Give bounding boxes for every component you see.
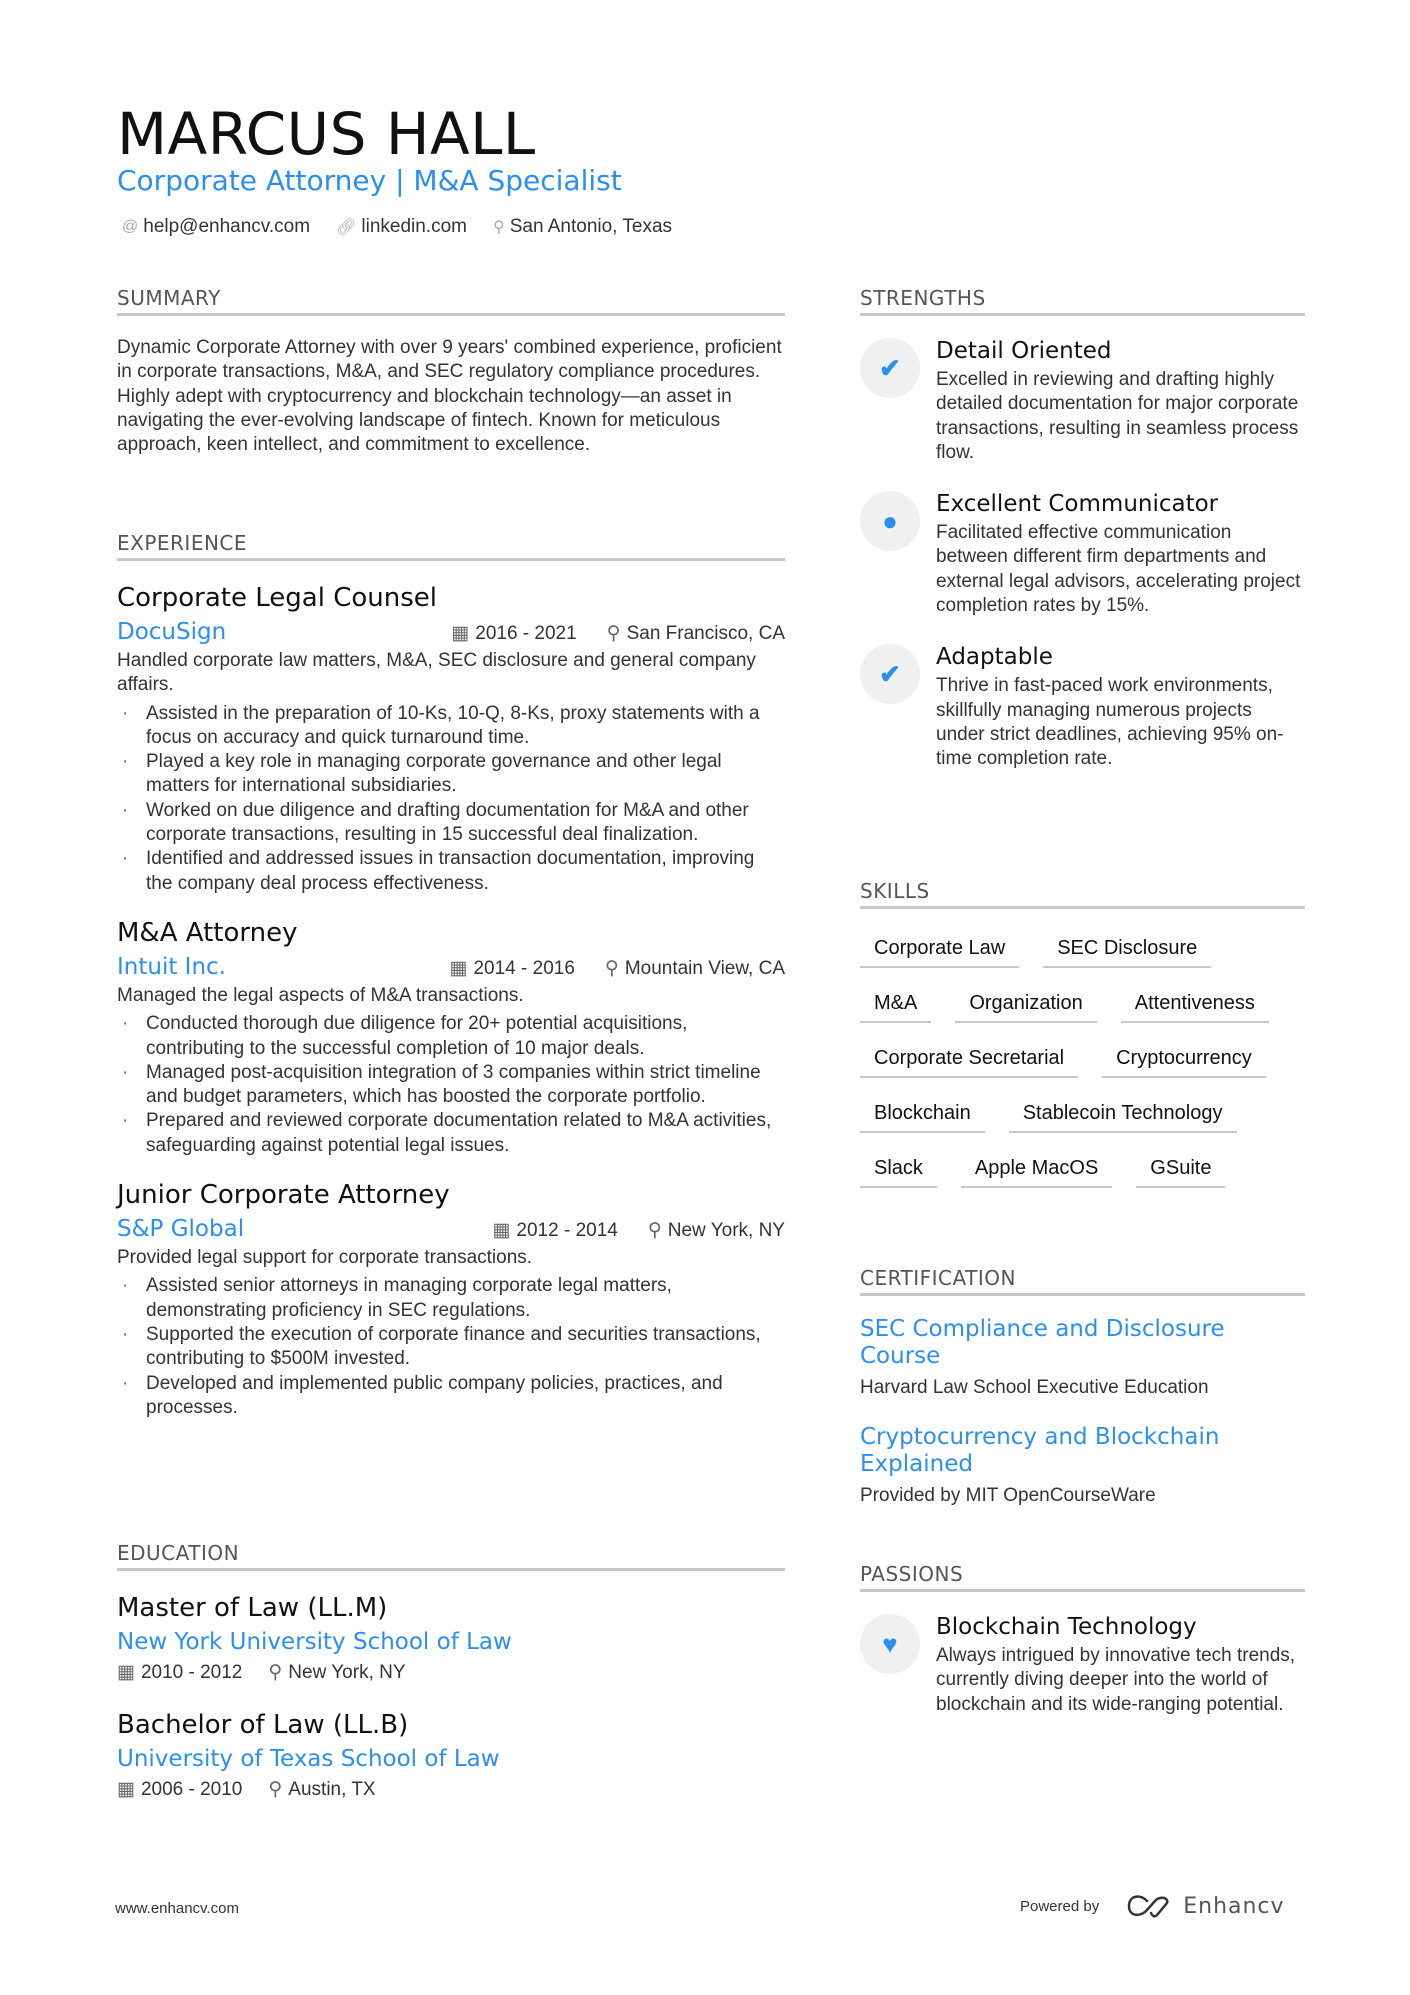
location-pin-icon: ⚲ bbox=[268, 1779, 283, 1800]
contact-location bbox=[493, 216, 672, 238]
skill-tag: Corporate Secretarial bbox=[860, 1043, 1078, 1078]
checkmark-icon: ✔ bbox=[860, 338, 920, 398]
section-heading: EDUCATION bbox=[117, 1541, 785, 1571]
education-dates bbox=[117, 1778, 242, 1801]
location-pin-icon: ⚲ bbox=[604, 957, 619, 979]
job-meta bbox=[450, 957, 785, 980]
bullet-item: · Supported the execution of corporate finance and securities transactions, contributing to $500M invested. bbox=[117, 1323, 785, 1372]
job-meta bbox=[451, 622, 785, 645]
powered-by bbox=[1020, 1893, 1285, 1919]
item-title: Blockchain Technology bbox=[936, 1614, 1197, 1640]
skills-row bbox=[860, 933, 1305, 968]
job-title: M&A Attorney bbox=[117, 917, 298, 948]
school-name[interactable]: New York University School of Law bbox=[117, 1629, 512, 1655]
section-heading: CERTIFICATION bbox=[860, 1266, 1305, 1296]
contact-linkedin[interactable] bbox=[336, 216, 467, 238]
skill-tag: GSuite bbox=[1136, 1153, 1225, 1188]
dates-text: 2010 - 2012 bbox=[140, 1662, 243, 1683]
education-location bbox=[268, 1661, 405, 1684]
job-entry bbox=[117, 1180, 785, 1420]
certification-entry bbox=[860, 1424, 1305, 1508]
school-name[interactable]: University of Texas School of Law bbox=[117, 1746, 500, 1772]
skill-tag: M&A bbox=[860, 988, 931, 1023]
item-title: Excellent Communicator bbox=[936, 491, 1219, 518]
job-bullets bbox=[117, 1012, 785, 1158]
skill-tag: SEC Disclosure bbox=[1043, 933, 1211, 968]
job-entry bbox=[117, 918, 785, 1158]
degree: Master of Law (LL.M) bbox=[117, 1593, 388, 1623]
job-entry bbox=[117, 583, 785, 896]
heart-icon: ♥ bbox=[860, 1614, 920, 1674]
candidate-title: Corporate Attorney | M&A Specialist bbox=[117, 164, 622, 197]
company-name[interactable]: Intuit Inc. bbox=[117, 953, 226, 980]
location-text: New York, NY bbox=[667, 1220, 785, 1242]
powered-by-label: Powered by bbox=[1020, 1897, 1100, 1915]
link-icon: 🔗︎ bbox=[336, 219, 357, 236]
skill-tag: Blockchain bbox=[860, 1098, 985, 1133]
education-location bbox=[268, 1778, 375, 1801]
job-dates bbox=[451, 622, 576, 645]
enhancv-logo bbox=[1125, 1893, 1284, 1919]
skills-section bbox=[860, 879, 1305, 1188]
location-text: San Francisco, CA bbox=[626, 623, 785, 644]
job-location bbox=[648, 1219, 785, 1242]
certification-issuer: Harvard Law School Executive Education bbox=[860, 1377, 1209, 1398]
section-heading: STRENGTHS bbox=[860, 286, 1305, 316]
job-header-row bbox=[117, 954, 785, 980]
job-meta bbox=[492, 1219, 785, 1242]
head-brain-icon: ● bbox=[860, 491, 920, 551]
job-location bbox=[607, 622, 785, 645]
job-dates bbox=[450, 957, 575, 980]
calendar-icon: ▦ bbox=[449, 957, 468, 979]
passion-item bbox=[860, 1614, 1305, 1717]
linkedin-text: linkedin.com bbox=[361, 216, 467, 237]
skill-tag: Stablecoin Technology bbox=[1009, 1098, 1237, 1133]
experience-section bbox=[117, 531, 785, 1420]
job-description: Provided legal support for corporate transactions. bbox=[117, 1247, 533, 1269]
location-text: Mountain View, CA bbox=[624, 957, 785, 979]
dates-text: 2014 - 2016 bbox=[473, 957, 575, 979]
job-description: Handled corporate law matters, M&A, SEC disclosure and general company affairs. bbox=[117, 650, 756, 696]
candidate-name: MARCUS HALL bbox=[117, 100, 536, 168]
strength-item bbox=[860, 338, 1305, 465]
job-title: Junior Corporate Attorney bbox=[117, 1180, 450, 1211]
dates-text: 2006 - 2010 bbox=[140, 1779, 243, 1800]
item-description: Excelled in reviewing and drafting highly detailed documentation for major corporate transactions, resulting in seamless process flow. bbox=[936, 369, 1299, 463]
dates-text: 2016 - 2021 bbox=[475, 623, 577, 644]
contact-email[interactable] bbox=[122, 216, 310, 238]
skills-row bbox=[860, 1153, 1305, 1188]
enhancv-logo-icon bbox=[1125, 1893, 1173, 1919]
certification-issuer: Provided by MIT OpenCourseWare bbox=[860, 1485, 1156, 1507]
bullet-item: · Developed and implemented public company policies, practices, and processes. bbox=[117, 1372, 785, 1421]
section-heading: SKILLS bbox=[860, 879, 1305, 909]
skills-row bbox=[860, 988, 1305, 1023]
footer-website[interactable]: www.enhancv.com bbox=[115, 1900, 239, 1917]
location-text: Austin, TX bbox=[288, 1779, 376, 1800]
education-meta bbox=[117, 1661, 785, 1684]
bullet-item: · Conducted thorough due diligence for 20+ potential acquisitions, contributing to the successful completion of 10 major deals. bbox=[117, 1012, 785, 1061]
calendar-icon: ▦ bbox=[117, 1779, 135, 1800]
strengths-section bbox=[860, 286, 1305, 772]
at-icon: @ bbox=[122, 218, 139, 235]
location-pin-icon: ⚲ bbox=[268, 1662, 283, 1683]
job-bullets bbox=[117, 1274, 785, 1420]
location-pin-icon: ⚲ bbox=[492, 219, 505, 236]
skill-tag: Attentiveness bbox=[1121, 988, 1269, 1023]
certification-title[interactable]: Cryptocurrency and Blockchain Explained bbox=[860, 1424, 1220, 1478]
location-text: San Antonio, Texas bbox=[509, 216, 673, 237]
item-content bbox=[936, 491, 1305, 618]
bullet-item: · Identified and addressed issues in transaction documentation, improving the company deal process effectiveness. bbox=[117, 847, 785, 896]
skills-row bbox=[860, 1043, 1305, 1078]
email-text: help@enhancv.com bbox=[143, 216, 311, 237]
calendar-icon: ▦ bbox=[117, 1662, 135, 1683]
section-heading: EXPERIENCE bbox=[117, 531, 785, 561]
item-title: Adaptable bbox=[936, 644, 1053, 671]
location-pin-icon: ⚲ bbox=[606, 623, 621, 644]
bullet-item: · Assisted in the preparation of 10-Ks, 10-Q, 8-Ks, proxy statements with a focus on accuracy and quick turnaround time. bbox=[117, 702, 785, 751]
degree: Bachelor of Law (LL.B) bbox=[117, 1710, 409, 1740]
bullet-item: · Managed post-acquisition integration of 3 companies within strict timeline and budget parameters, which has boosted the corporate portfolio. bbox=[117, 1061, 785, 1110]
section-heading: SUMMARY bbox=[117, 286, 785, 316]
location-pin-icon: ⚲ bbox=[647, 1220, 662, 1242]
item-title: Detail Oriented bbox=[936, 338, 1112, 364]
summary-text: Dynamic Corporate Attorney with over 9 years' combined experience, proficient in corporate transactions, M&A, and SEC regulatory compliance procedures. Highly adept with cryptocurrency and blockchain technology—an asset in navigating the ever-evolving landscape of fintech. Known for meticulous approach, keen intellect, and commitment to excellence. bbox=[117, 337, 782, 456]
bullet-item: · Worked on due diligence and drafting documentation for M&A and other corporate transactions, resulting in 15 successful deal finalization. bbox=[117, 799, 785, 848]
calendar-icon: ▦ bbox=[451, 623, 470, 644]
certification-section bbox=[860, 1266, 1305, 1509]
education-section bbox=[117, 1541, 785, 1801]
contact-list bbox=[122, 216, 672, 238]
bullet-item: · Assisted senior attorneys in managing corporate legal matters, demonstrating proficiency in SEC regulations. bbox=[117, 1274, 785, 1323]
job-bullets bbox=[117, 702, 785, 896]
skill-tag: Apple MacOS bbox=[961, 1153, 1112, 1188]
summary-section bbox=[117, 286, 785, 457]
section-heading: PASSIONS bbox=[860, 1562, 1305, 1592]
item-content bbox=[936, 338, 1305, 465]
item-description: Facilitated effective communication between different firm departments and external legal advisors, accelerating project completion rates by 15%. bbox=[936, 522, 1301, 617]
skill-tag: Organization bbox=[955, 988, 1096, 1023]
strength-item bbox=[860, 644, 1305, 771]
item-description: Thrive in fast-paced work environments, skillfully managing numerous projects under strict deadlines, achieving 95% on-time completion rate. bbox=[936, 675, 1284, 770]
job-header-row bbox=[117, 1216, 785, 1242]
company-name[interactable]: S&P Global bbox=[117, 1216, 245, 1243]
strength-item bbox=[860, 491, 1305, 618]
bullet-item: · Prepared and reviewed corporate documentation related to M&A activities, safeguarding against potential legal issues. bbox=[117, 1109, 785, 1158]
checkmark-icon: ✔ bbox=[860, 644, 920, 704]
certification-entry bbox=[860, 1316, 1305, 1400]
education-entry bbox=[117, 1593, 785, 1684]
job-description: Managed the legal aspects of M&A transactions. bbox=[117, 984, 524, 1006]
item-content bbox=[936, 644, 1305, 771]
bullet-item: · Played a key role in managing corporate governance and other legal matters for international subsidiaries. bbox=[117, 750, 785, 799]
certification-title[interactable]: SEC Compliance and Disclosure Course bbox=[860, 1316, 1225, 1369]
job-dates bbox=[492, 1219, 617, 1242]
education-dates bbox=[117, 1661, 242, 1684]
skill-tag: Slack bbox=[860, 1153, 937, 1188]
company-name[interactable]: DocuSign bbox=[117, 619, 227, 645]
job-location bbox=[605, 957, 785, 980]
skill-tag: Cryptocurrency bbox=[1102, 1043, 1266, 1078]
skills-list bbox=[860, 933, 1305, 1188]
item-content bbox=[936, 1614, 1305, 1717]
location-text: New York, NY bbox=[288, 1662, 406, 1683]
calendar-icon: ▦ bbox=[492, 1220, 511, 1242]
skill-tag: Corporate Law bbox=[860, 933, 1019, 968]
job-title: Corporate Legal Counsel bbox=[117, 583, 437, 613]
education-entry bbox=[117, 1710, 785, 1801]
item-description: Always intrigued by innovative tech trends, currently diving deeper into the world of blockchain and its wide-ranging potential. bbox=[936, 1645, 1296, 1715]
dates-text: 2012 - 2014 bbox=[516, 1220, 618, 1242]
skills-row bbox=[860, 1098, 1305, 1133]
job-header-row bbox=[117, 619, 785, 645]
passions-section bbox=[860, 1562, 1305, 1717]
education-meta bbox=[117, 1778, 785, 1801]
enhancv-brand: Enhancv bbox=[1183, 1893, 1285, 1919]
